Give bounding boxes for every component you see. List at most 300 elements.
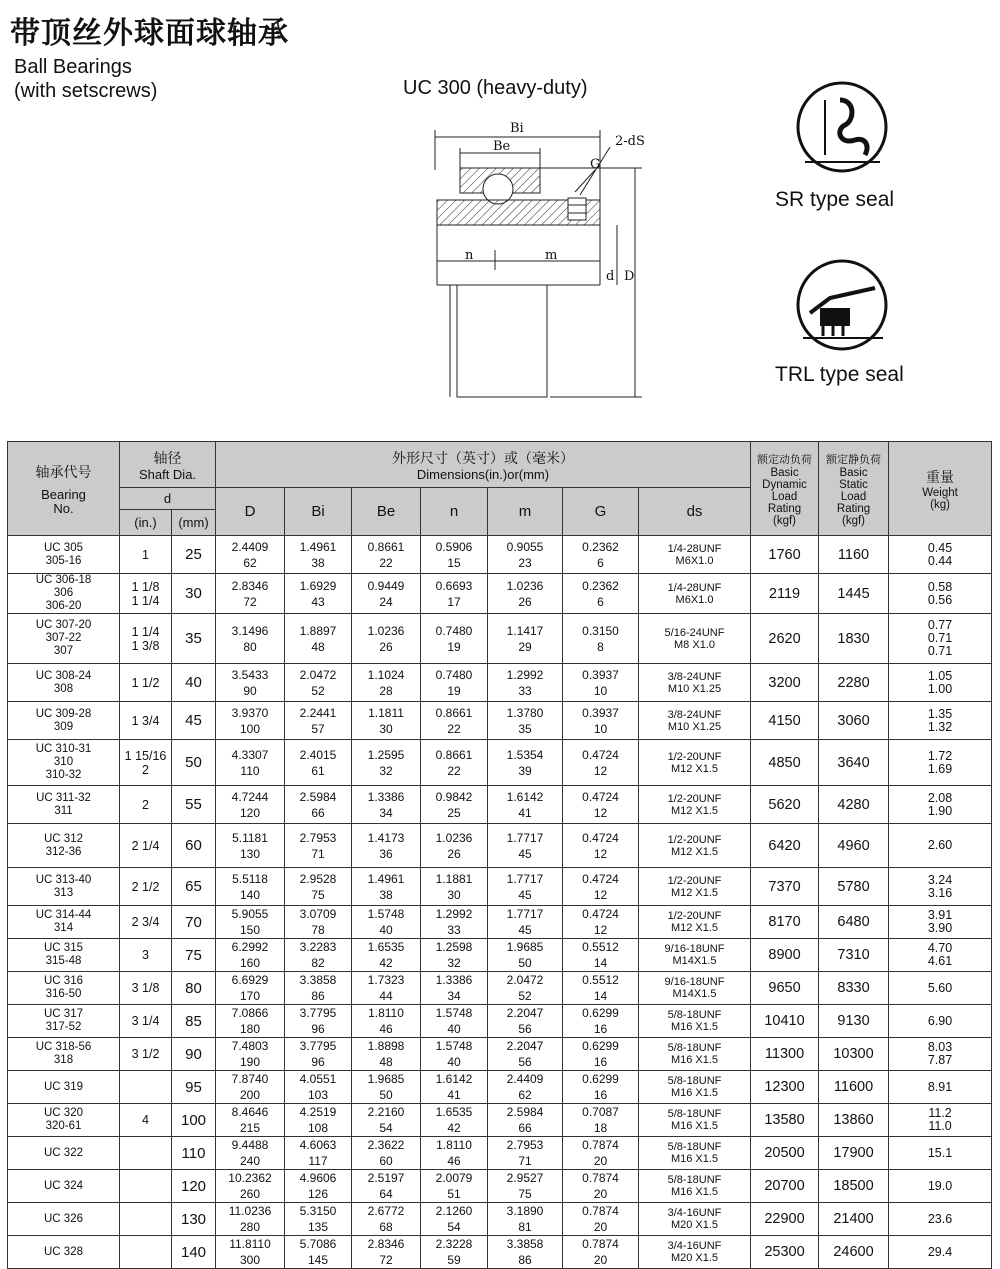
dim-d-cell	[216, 614, 285, 664]
dim-m-value: 35	[518, 721, 532, 736]
dim-d-value: 10.2362	[228, 1171, 272, 1185]
shaft-inch: 1	[142, 547, 149, 562]
dim-d-value: 120	[239, 805, 261, 820]
dim-n-cell	[421, 614, 488, 664]
shaft-inch-cell	[120, 1203, 172, 1236]
shaft-inch-cell	[120, 972, 172, 1005]
shaft-mm-cell: 60	[172, 824, 216, 868]
bearing-no-cell	[8, 1203, 120, 1236]
shaft-mm-cell: 95	[172, 1071, 216, 1104]
ds-value: M14X1.5	[672, 988, 717, 1000]
bearing-no: UC 309-28	[35, 707, 92, 720]
dim-d-value: 2.4409	[231, 539, 269, 554]
dim-bi-value: 3.7795	[299, 1039, 337, 1053]
shaft-inch-cell	[120, 1170, 172, 1203]
static-load-cell: 1830	[819, 614, 889, 664]
dynamic-load-cell: 20700	[751, 1170, 819, 1203]
dim-g-value: 0.6299	[582, 1072, 619, 1086]
dim-be-value: 48	[379, 1055, 393, 1069]
title-en-line1: Ball Bearings	[14, 56, 132, 78]
dim-n-cell	[421, 664, 488, 702]
dim-d-cell	[216, 1005, 285, 1038]
dim-be-cell	[352, 702, 421, 740]
dim-be-value: 32	[379, 763, 393, 778]
dim-d-cell	[216, 906, 285, 939]
table-row	[8, 824, 992, 868]
dim-n-value: 51	[447, 1187, 461, 1201]
bearing-no-cell	[8, 574, 120, 614]
static-load-cell: 3060	[819, 702, 889, 740]
shaft-inch: 2 1/4	[131, 838, 160, 853]
static-load-cell: 18500	[819, 1170, 889, 1203]
label-d: d	[606, 269, 615, 284]
dim-m-value: 50	[518, 956, 532, 970]
dim-g-cell	[563, 536, 639, 574]
dim-g-value: 0.2362	[582, 578, 619, 593]
dim-g-value: 0.3937	[582, 705, 619, 720]
dim-be-cell	[352, 536, 421, 574]
weight-value: 0.44	[927, 553, 953, 568]
dim-be-value: 1.4173	[367, 830, 405, 845]
ds-value: 9/16-18UNF	[664, 976, 725, 988]
dim-m-value: 1.7717	[506, 830, 544, 845]
shaft-inch-cell	[120, 1071, 172, 1104]
dim-m-value: 56	[518, 1022, 532, 1036]
shaft-inch-cell	[120, 702, 172, 740]
dim-m-cell	[488, 664, 563, 702]
ds-value: M16 X1.5	[670, 1021, 719, 1033]
dim-n-value: 1.3386	[435, 973, 473, 987]
static-load-cell: 2280	[819, 664, 889, 702]
dim-bi-value: 3.2283	[299, 940, 337, 954]
header-dyn-en: (kgf)	[773, 514, 797, 527]
dim-m-value: 0.9055	[506, 539, 544, 554]
dim-d-value: 8.4646	[231, 1105, 269, 1119]
shaft-mm-cell: 80	[172, 972, 216, 1005]
dim-be-cell	[352, 1170, 421, 1203]
weight-value: 2.60	[927, 838, 953, 852]
ds-value: 5/8-18UNF	[667, 1009, 722, 1021]
ds-cell	[639, 1104, 751, 1137]
static-load-cell: 9130	[819, 1005, 889, 1038]
weight-value: 3.91	[927, 908, 953, 922]
dim-d-value: 7.8740	[231, 1072, 269, 1086]
dim-m-value: 3.1890	[506, 1204, 544, 1218]
dynamic-load-cell: 6420	[751, 824, 819, 868]
dim-d-value: 90	[243, 683, 257, 698]
dim-n-value: 1.5748	[435, 1006, 473, 1020]
bearing-no: 318	[53, 1054, 74, 1066]
shaft-inch-cell	[120, 664, 172, 702]
ds-value: M6X1.0	[675, 593, 714, 606]
header-dyn-en: Load	[771, 490, 798, 503]
weight-cell	[889, 740, 992, 786]
bearing-no: UC 314-44	[35, 909, 92, 921]
dim-m-value: 41	[518, 805, 532, 820]
shaft-mm-cell: 90	[172, 1038, 216, 1071]
dim-m-value: 1.9685	[506, 940, 544, 954]
dim-d-value: 170	[239, 989, 261, 1003]
dim-bi-value: 38	[311, 555, 325, 570]
dim-d-value: 3.5433	[231, 667, 269, 682]
shaft-inch: 1 1/2	[131, 675, 160, 690]
ds-value: M20 X1.5	[670, 1252, 719, 1264]
dim-m-value: 81	[518, 1220, 532, 1234]
ds-cell	[639, 1170, 751, 1203]
dim-be-value: 1.2595	[367, 747, 405, 762]
dim-n-value: 41	[447, 1088, 461, 1102]
table-row	[8, 574, 992, 614]
dynamic-load-cell: 7370	[751, 868, 819, 906]
dynamic-load-cell: 4850	[751, 740, 819, 786]
dim-bi-value: 78	[311, 923, 325, 937]
table-row	[8, 740, 992, 786]
shaft-inch-cell	[120, 1038, 172, 1071]
dim-bi-value: 126	[307, 1187, 329, 1201]
dim-g-value: 12	[593, 923, 608, 937]
static-load-cell: 6480	[819, 906, 889, 939]
shaft-inch: 2 1/2	[131, 879, 160, 894]
dim-n-value: 0.7480	[435, 623, 473, 638]
dynamic-load-cell: 8170	[751, 906, 819, 939]
dim-m-value: 2.2047	[506, 1039, 544, 1053]
shaft-mm-cell: 70	[172, 906, 216, 939]
dim-n-value: 0.5906	[435, 539, 473, 554]
ds-value: 9/16-18UNF	[664, 943, 725, 955]
ds-value: M14X1.5	[672, 955, 717, 967]
bearing-no: 306-20	[45, 600, 82, 612]
page-title-en	[14, 55, 157, 103]
dim-be-cell	[352, 574, 421, 614]
dim-n-value: 1.1881	[435, 871, 473, 886]
ds-value: M16 X1.5	[670, 1186, 719, 1198]
ds-value: 3/4-16UNF	[667, 1240, 722, 1252]
dim-d-value: 200	[239, 1088, 261, 1102]
shaft-inch: 2 3/4	[131, 915, 160, 929]
dim-m-value: 71	[518, 1154, 532, 1168]
dim-n-value: 59	[447, 1253, 461, 1267]
dim-be-cell	[352, 1236, 421, 1269]
dim-d-cell	[216, 740, 285, 786]
dim-d-value: 5.5118	[232, 871, 268, 886]
dim-n-cell	[421, 536, 488, 574]
dim-m-value: 1.2992	[506, 667, 544, 682]
dim-n-cell	[421, 1071, 488, 1104]
header-bearing-en1: Bearing	[41, 486, 86, 502]
static-load-cell: 1160	[819, 536, 889, 574]
shaft-inch-cell	[120, 536, 172, 574]
ds-value: M12 X1.5	[670, 762, 719, 775]
bearing-no: UC 305	[44, 541, 83, 554]
weight-value: 1.00	[927, 681, 953, 696]
dynamic-load-cell: 22900	[751, 1203, 819, 1236]
dynamic-load-cell: 2620	[751, 614, 819, 664]
dim-n-value: 1.5748	[435, 1039, 473, 1053]
weight-cell	[889, 972, 992, 1005]
dim-be-value: 1.3386	[367, 789, 405, 804]
header-static	[819, 442, 889, 536]
dynamic-load-cell: 20500	[751, 1137, 819, 1170]
dim-be-value: 28	[379, 683, 393, 698]
dim-n-value: 26	[447, 846, 461, 861]
dim-be-value: 50	[379, 1088, 393, 1102]
dim-be-value: 72	[379, 1253, 393, 1267]
dim-g-value: 0.7874	[582, 1204, 619, 1218]
shaft-inch: 1 1/4	[131, 624, 160, 639]
dim-d-value: 260	[239, 1187, 261, 1201]
dim-g-cell	[563, 1005, 639, 1038]
dim-be-cell	[352, 664, 421, 702]
header-shaft-symbol: d	[120, 488, 216, 510]
bearing-no: UC 320	[44, 1107, 83, 1119]
dim-bi-cell	[285, 1071, 352, 1104]
dim-bi-value: 57	[311, 721, 325, 736]
shaft-inch-cell	[120, 939, 172, 972]
dim-bi-value: 2.4015	[299, 747, 337, 762]
header-dim-cn: 外形尺寸（英寸）或（毫米）	[392, 450, 574, 467]
bearing-no: 306	[53, 587, 74, 599]
dim-bi-value: 108	[307, 1121, 329, 1135]
bearing-no-cell	[8, 939, 120, 972]
static-load-cell: 17900	[819, 1137, 889, 1170]
ds-cell	[639, 906, 751, 939]
dim-be-cell	[352, 939, 421, 972]
dim-d-value: 62	[243, 555, 257, 570]
header-col-m: m	[488, 488, 563, 536]
shaft-mm-cell: 65	[172, 868, 216, 906]
dim-be-value: 60	[379, 1154, 393, 1168]
dim-bi-value: 2.2441	[299, 705, 337, 720]
header-inch: (in.)	[120, 510, 172, 536]
dim-be-value: 2.2160	[367, 1105, 405, 1119]
bearing-no-cell	[8, 702, 120, 740]
header-col-Bi: Bi	[285, 488, 352, 536]
table-row	[8, 1137, 992, 1170]
dim-g-cell	[563, 906, 639, 939]
table-row	[8, 1071, 992, 1104]
specifications-table	[7, 441, 992, 1269]
ds-cell	[639, 574, 751, 614]
dim-g-value: 0.4724	[582, 747, 619, 762]
bearing-no-cell	[8, 1038, 120, 1071]
dim-g-cell	[563, 972, 639, 1005]
dim-g-cell	[563, 740, 639, 786]
dim-bi-value: 3.7795	[299, 1006, 337, 1020]
dim-d-cell	[216, 868, 285, 906]
dim-be-value: 1.9685	[367, 1072, 405, 1086]
weight-value: 4.70	[927, 941, 953, 955]
dim-g-value: 20	[593, 1253, 608, 1267]
bearing-no-cell	[8, 824, 120, 868]
dim-g-value: 0.6299	[582, 1006, 619, 1020]
dim-m-cell	[488, 740, 563, 786]
dim-n-cell	[421, 1005, 488, 1038]
dim-d-value: 5.1181	[232, 830, 268, 845]
dim-m-cell	[488, 1137, 563, 1170]
dim-m-cell	[488, 1236, 563, 1269]
ds-value: M16 X1.5	[670, 1120, 719, 1132]
bearing-no-cell	[8, 536, 120, 574]
dim-g-value: 12	[593, 805, 608, 820]
dim-bi-cell	[285, 824, 352, 868]
static-load-cell: 3640	[819, 740, 889, 786]
ds-cell	[639, 1071, 751, 1104]
weight-cell	[889, 786, 992, 824]
bearing-no-cell	[8, 868, 120, 906]
ds-value: M16 X1.5	[670, 1087, 719, 1099]
bearing-no: UC 310-31	[35, 743, 92, 755]
dim-n-value: 32	[447, 956, 461, 970]
dim-n-value: 1.6142	[435, 1072, 473, 1086]
bearing-no: UC 322	[44, 1146, 83, 1159]
dim-d-value: 7.4803	[231, 1039, 269, 1053]
weight-value: 8.03	[927, 1040, 953, 1054]
weight-cell	[889, 939, 992, 972]
dim-n-value: 34	[447, 989, 461, 1003]
dim-m-cell	[488, 614, 563, 664]
ds-value: M8 X1.0	[674, 638, 715, 651]
dim-n-value: 0.8661	[435, 747, 473, 762]
dim-be-cell	[352, 868, 421, 906]
dim-be-value: 40	[379, 923, 393, 937]
dim-g-value: 14	[593, 956, 608, 970]
ds-cell	[639, 614, 751, 664]
dim-d-cell	[216, 1203, 285, 1236]
dim-bi-cell	[285, 1203, 352, 1236]
weight-value: 8.91	[927, 1079, 953, 1094]
weight-value: 1.90	[927, 803, 953, 818]
dim-be-value: 2.8346	[367, 1237, 405, 1251]
shaft-inch-cell	[120, 740, 172, 786]
label-be: Be	[493, 139, 511, 154]
dim-g-value: 16	[593, 1055, 608, 1069]
dim-be-value: 24	[379, 594, 393, 609]
dim-g-cell	[563, 664, 639, 702]
dim-g-value: 20	[593, 1187, 608, 1201]
shaft-inch: 1 3/8	[131, 638, 160, 653]
dim-bi-value: 4.9606	[299, 1171, 337, 1185]
dim-m-cell	[488, 1104, 563, 1137]
header-weight	[889, 442, 992, 536]
shaft-mm-cell: 140	[172, 1236, 216, 1269]
dim-bi-value: 2.7953	[299, 830, 337, 845]
dim-be-value: 1.1811	[368, 705, 404, 720]
dim-d-value: 4.3307	[231, 747, 269, 762]
ds-value: 5/8-18UNF	[667, 1042, 722, 1054]
weight-cell	[889, 574, 992, 614]
weight-value: 0.58	[927, 579, 953, 594]
header-sta-cn: 额定静负荷	[826, 452, 882, 466]
dim-n-value: 40	[447, 1022, 461, 1036]
dim-be-value: 64	[379, 1187, 393, 1201]
shaft-mm-cell: 30	[172, 574, 216, 614]
dim-m-cell	[488, 786, 563, 824]
dim-d-cell	[216, 1038, 285, 1071]
weight-value: 19.0	[927, 1178, 953, 1193]
static-load-cell: 8330	[819, 972, 889, 1005]
bearing-no: UC 312	[44, 832, 83, 845]
dim-d-value: 280	[239, 1220, 261, 1234]
dim-d-value: 100	[239, 721, 261, 736]
label-g: G	[590, 157, 601, 172]
dim-n-value: 40	[447, 1055, 461, 1069]
dim-m-value: 2.7953	[506, 1138, 544, 1152]
dim-d-value: 6.2992	[231, 940, 269, 954]
dim-m-cell	[488, 868, 563, 906]
shaft-mm-cell: 130	[172, 1203, 216, 1236]
bearing-no: 320-61	[45, 1120, 82, 1132]
dim-bi-value: 1.8897	[299, 623, 337, 638]
weight-value: 11.2	[928, 1106, 952, 1120]
shaft-inch: 4	[142, 1113, 149, 1127]
table-row	[8, 664, 992, 702]
dim-g-cell	[563, 939, 639, 972]
dim-bi-value: 2.5984	[299, 789, 337, 804]
static-load-cell: 13860	[819, 1104, 889, 1137]
dim-g-value: 6	[597, 594, 604, 609]
table-row	[8, 1170, 992, 1203]
dim-m-value: 1.7717	[506, 871, 544, 886]
bearing-drawing	[410, 110, 670, 410]
dim-g-cell	[563, 1170, 639, 1203]
dim-d-value: 72	[243, 594, 257, 609]
dim-bi-cell	[285, 740, 352, 786]
dim-bi-cell	[285, 1038, 352, 1071]
weight-cell	[889, 1038, 992, 1071]
dim-g-cell	[563, 868, 639, 906]
dim-bi-cell	[285, 614, 352, 664]
dim-n-value: 1.0236	[435, 830, 473, 845]
dim-m-value: 62	[518, 1088, 532, 1102]
dim-d-value: 215	[239, 1121, 261, 1135]
dim-bi-value: 52	[311, 683, 325, 698]
dim-g-value: 0.2362	[582, 539, 619, 554]
header-sta-en: Rating	[836, 502, 871, 515]
bearing-no: 316-50	[45, 988, 82, 1000]
ds-value: M10 X1.25	[667, 682, 722, 695]
bearing-no-cell	[8, 972, 120, 1005]
bearing-no: 312-36	[45, 845, 82, 858]
table-row	[8, 536, 992, 574]
dim-g-value: 16	[593, 1088, 608, 1102]
ds-value: 5/8-18UNF	[667, 1141, 722, 1153]
shaft-inch-cell	[120, 1005, 172, 1038]
dynamic-load-cell: 1760	[751, 536, 819, 574]
dim-m-value: 56	[518, 1055, 532, 1069]
ds-value: 5/8-18UNF	[667, 1174, 722, 1186]
dim-be-value: 2.5197	[367, 1171, 405, 1185]
bearing-no: 315-48	[45, 955, 82, 967]
dim-be-cell	[352, 740, 421, 786]
label-D: D	[624, 269, 635, 284]
dim-bi-value: 3.0709	[299, 907, 337, 921]
dim-bi-value: 3.3858	[299, 973, 337, 987]
header-dyn-cn: 额定动负荷	[757, 452, 813, 466]
dim-be-value: 22	[379, 555, 393, 570]
header-bearing	[8, 442, 120, 536]
dim-m-cell	[488, 1038, 563, 1071]
shaft-inch-cell	[120, 574, 172, 614]
title-en-line2: (with setscrews)	[14, 80, 158, 102]
bearing-no: UC 319	[44, 1080, 83, 1093]
bearing-no-cell	[8, 1137, 120, 1170]
shaft-inch: 1 15/16	[124, 748, 167, 763]
bearing-no: 310	[53, 756, 74, 768]
bearing-no: 317-52	[45, 1021, 82, 1033]
shaft-mm-cell: 75	[172, 939, 216, 972]
dim-n-cell	[421, 1236, 488, 1269]
shaft-mm-cell: 50	[172, 740, 216, 786]
